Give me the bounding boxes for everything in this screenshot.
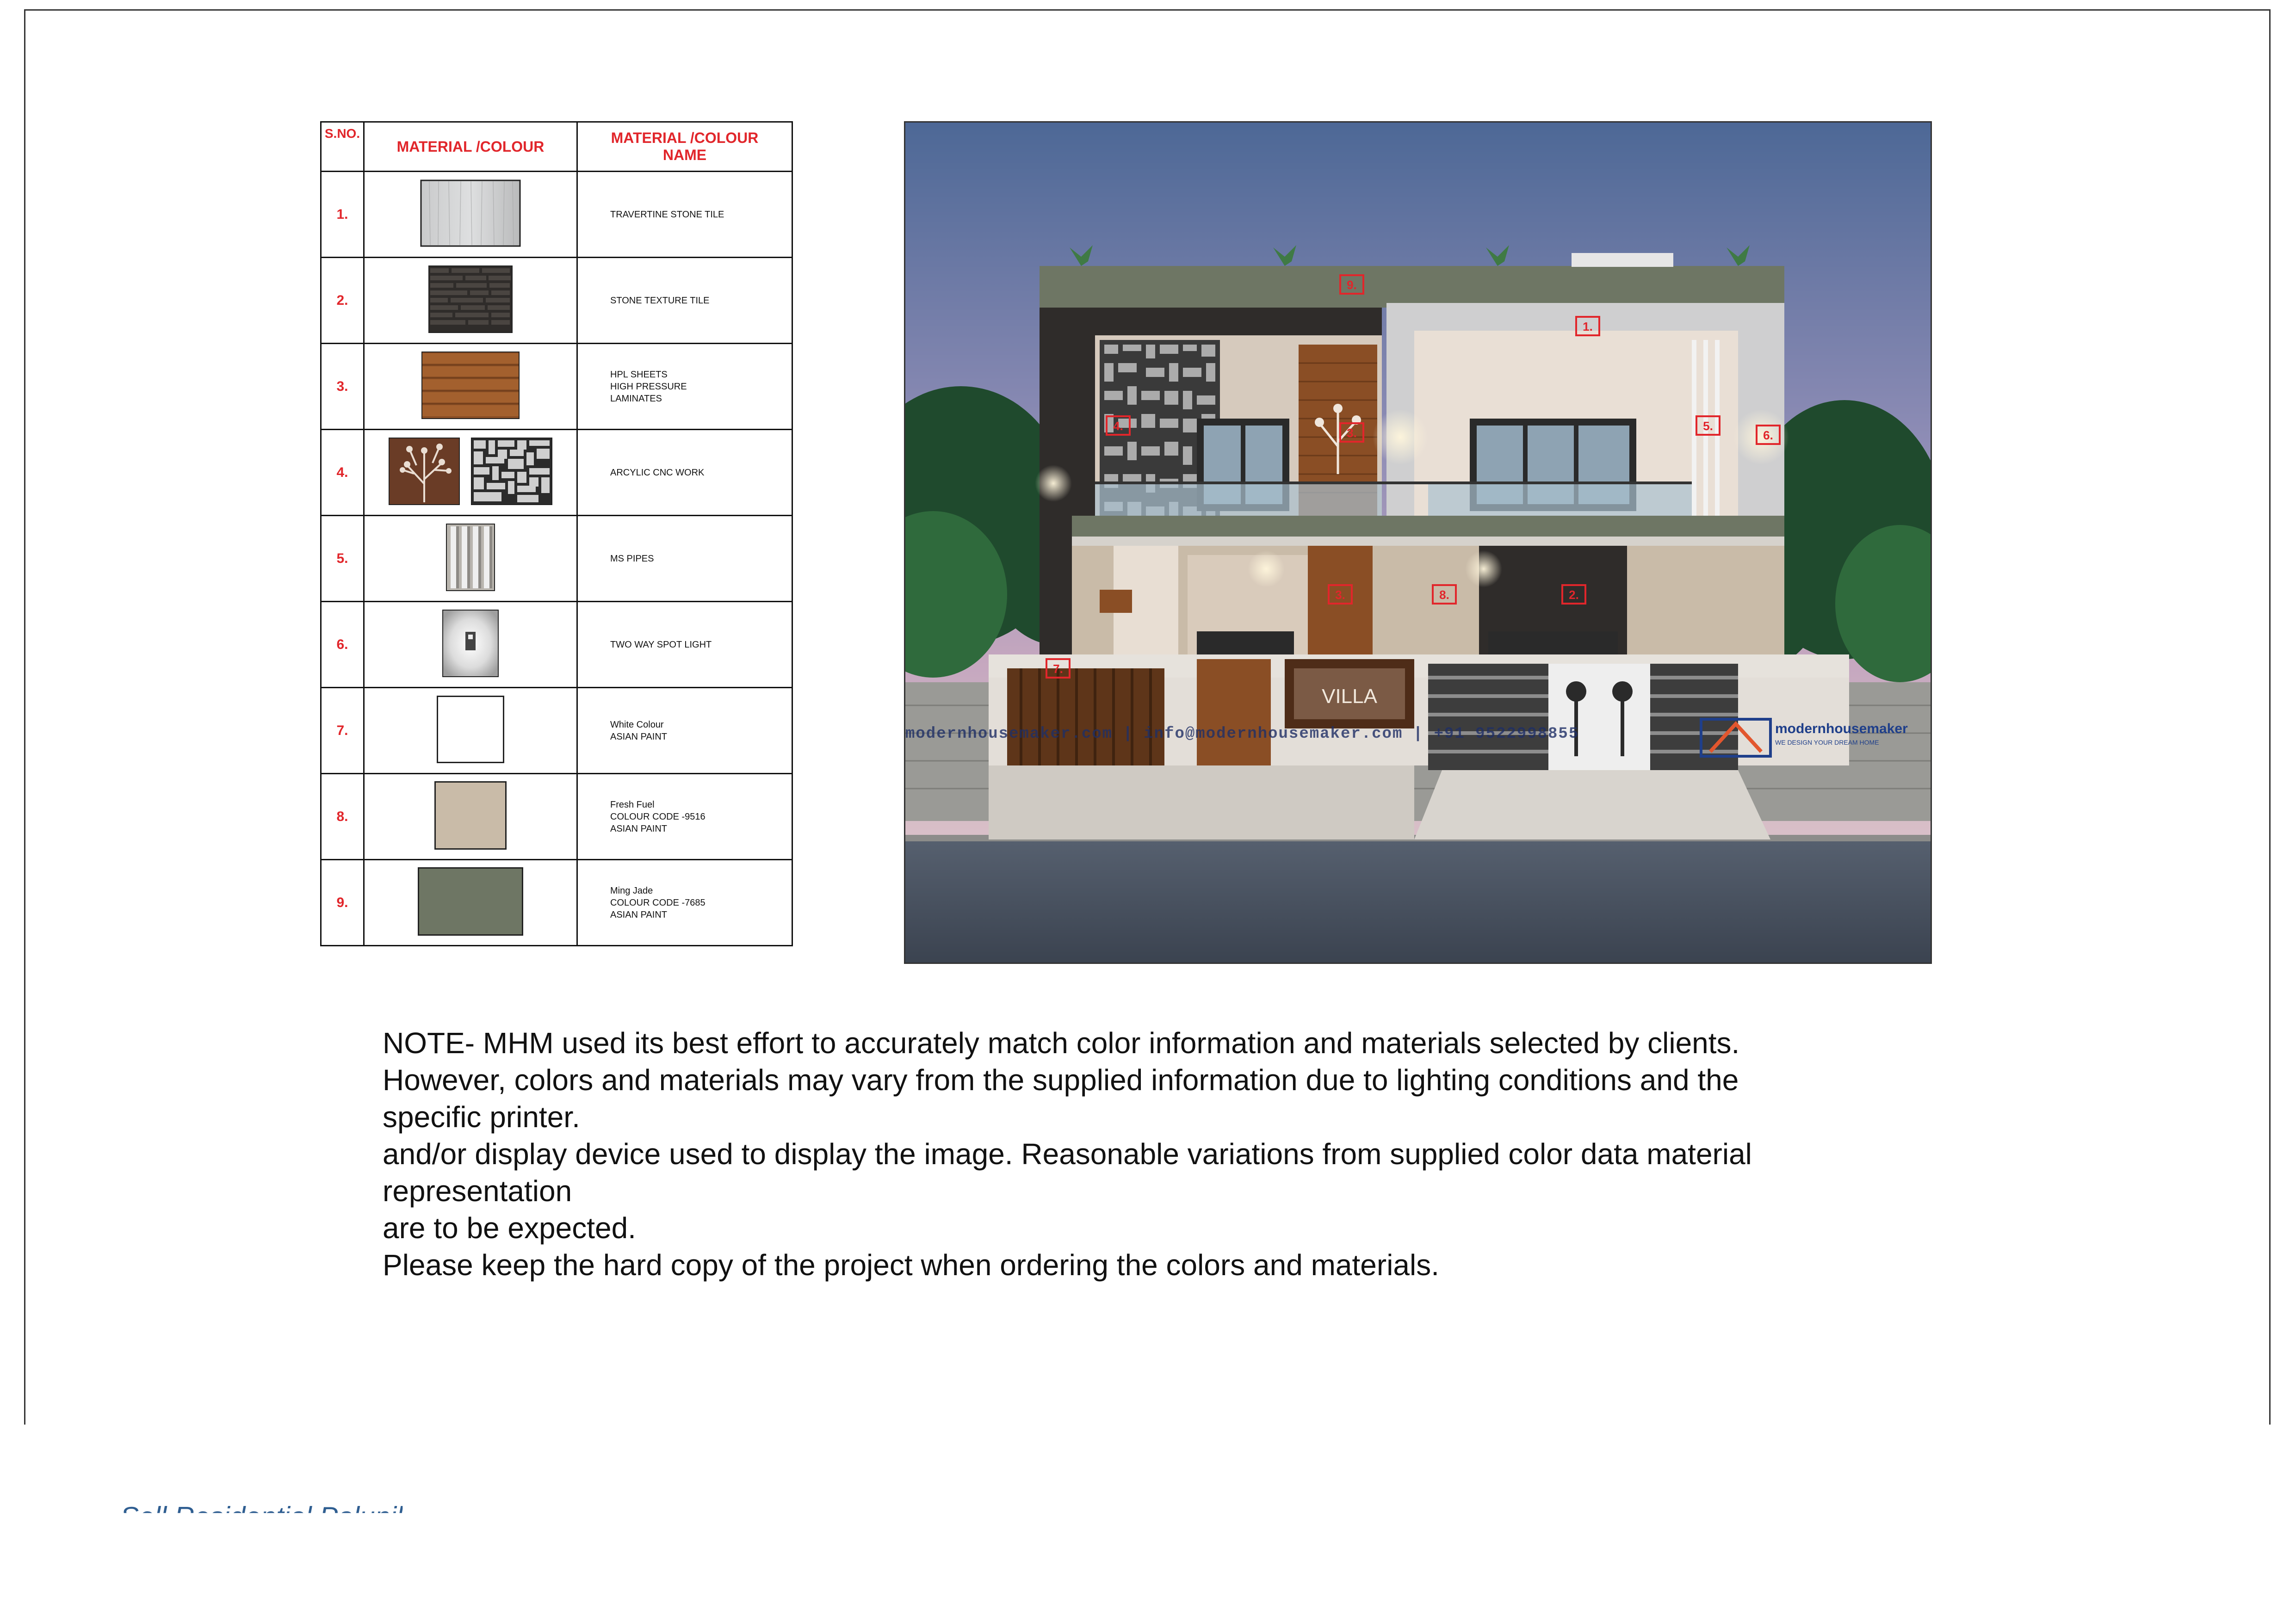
fresh-fuel-swatch bbox=[434, 781, 507, 850]
table-row bbox=[321, 516, 792, 602]
row-sno: 5. bbox=[321, 516, 364, 602]
note-line: and/or display device used to display the image. Reasonable variations from supplied color data material bbox=[383, 1137, 1752, 1171]
row-sno: 8. bbox=[321, 774, 364, 860]
table-row bbox=[321, 344, 792, 430]
marker-label: 9. bbox=[1347, 278, 1357, 292]
travertine-swatch bbox=[420, 179, 521, 247]
note-line: are to be expected. bbox=[383, 1211, 636, 1245]
header-name-line2: NAME bbox=[662, 147, 707, 163]
table-header-row bbox=[321, 122, 792, 172]
row-name: TWO WAY SPOT LIGHT bbox=[577, 602, 792, 688]
hpl-wood-swatch bbox=[421, 352, 520, 419]
swatch-cell bbox=[364, 774, 577, 860]
marker-label: 8. bbox=[1439, 588, 1449, 602]
row-sno: 2. bbox=[321, 258, 364, 344]
header-name-line1: MATERIAL /COLOUR bbox=[611, 130, 759, 146]
footer-strip bbox=[0, 1425, 2296, 1623]
swatch-cell bbox=[364, 430, 577, 516]
row-name: TRAVERTINE STONE TILE bbox=[577, 172, 792, 258]
elevation-illustration bbox=[905, 123, 1931, 963]
row-name: STONE TEXTURE TILE bbox=[577, 258, 792, 344]
row-name: MS PIPES bbox=[577, 516, 792, 602]
swatch-cell bbox=[364, 258, 577, 344]
header-material: MATERIAL /COLOUR bbox=[364, 122, 577, 172]
marker-label: 3. bbox=[1347, 426, 1357, 440]
note-line: representation bbox=[383, 1174, 572, 1208]
table-row bbox=[321, 774, 792, 860]
header-sno: S.NO. bbox=[321, 122, 364, 172]
marker-label: 7. bbox=[1053, 662, 1063, 676]
row-sno: 4. bbox=[321, 430, 364, 516]
marker-label: 2. bbox=[1569, 588, 1579, 602]
stone-texture-swatch bbox=[428, 265, 513, 333]
header-name bbox=[577, 122, 792, 172]
note-line: However, colors and materials may vary from the supplied information due to lighting conditions and the bbox=[383, 1063, 1739, 1097]
table-row bbox=[321, 258, 792, 344]
row-sno: 3. bbox=[321, 344, 364, 430]
marker-label: 5. bbox=[1703, 419, 1713, 433]
table-row bbox=[321, 602, 792, 688]
row-name: White Colour ASIAN PAINT bbox=[577, 688, 792, 774]
swatch-cell bbox=[364, 688, 577, 774]
table-row bbox=[321, 430, 792, 516]
note-line: Please keep the hard copy of the project when ordering the colors and materials. bbox=[383, 1248, 1439, 1282]
note-line: NOTE- MHM used its best effort to accurately match color information and materials selected by clients. bbox=[383, 1026, 1740, 1060]
swatch-cell bbox=[364, 344, 577, 430]
marker-label: 6. bbox=[1763, 428, 1773, 442]
row-name: Fresh Fuel COLOUR CODE -9516 ASIAN PAINT bbox=[577, 774, 792, 860]
logo-tagline: WE DESIGN YOUR DREAM HOME bbox=[1775, 739, 1879, 746]
row-name: ARCYLIC CNC WORK bbox=[577, 430, 792, 516]
logo-text: modernhousemaker bbox=[1775, 721, 1908, 736]
disclaimer-note bbox=[383, 1024, 1863, 1284]
swatch-cell bbox=[364, 516, 577, 602]
ming-jade-swatch bbox=[418, 867, 523, 936]
villa-sign-text: VILLA bbox=[1322, 685, 1377, 708]
swatch-cell bbox=[364, 172, 577, 258]
swatch-cell bbox=[364, 602, 577, 688]
house-elevation-render bbox=[904, 121, 1932, 964]
marker-label: 3. bbox=[1335, 588, 1345, 602]
table-row bbox=[321, 688, 792, 774]
spot-light-swatch bbox=[442, 610, 499, 677]
table-row bbox=[321, 172, 792, 258]
cnc-tree-swatch bbox=[389, 438, 460, 505]
row-sno: 9. bbox=[321, 860, 364, 946]
row-name: HPL SHEETS HIGH PRESSURE LAMINATES bbox=[577, 344, 792, 430]
row-sno: 6. bbox=[321, 602, 364, 688]
row-sno: 1. bbox=[321, 172, 364, 258]
material-table bbox=[320, 121, 793, 946]
swatch-cell bbox=[364, 860, 577, 946]
watermark-text: modernhousemaker.com | info@modernhousemaker.com | +91 9522998855 bbox=[905, 725, 1579, 743]
marker-label: 1. bbox=[1583, 320, 1593, 333]
row-name: Ming Jade COLOUR CODE -7685 ASIAN PAINT bbox=[577, 860, 792, 946]
ms-pipes-swatch bbox=[446, 524, 495, 591]
marker-label: 4. bbox=[1113, 419, 1123, 433]
table-row bbox=[321, 860, 792, 946]
white-colour-swatch bbox=[437, 696, 504, 763]
row-sno: 7. bbox=[321, 688, 364, 774]
cnc-pattern-swatch bbox=[471, 438, 552, 505]
note-line: specific printer. bbox=[383, 1100, 580, 1134]
